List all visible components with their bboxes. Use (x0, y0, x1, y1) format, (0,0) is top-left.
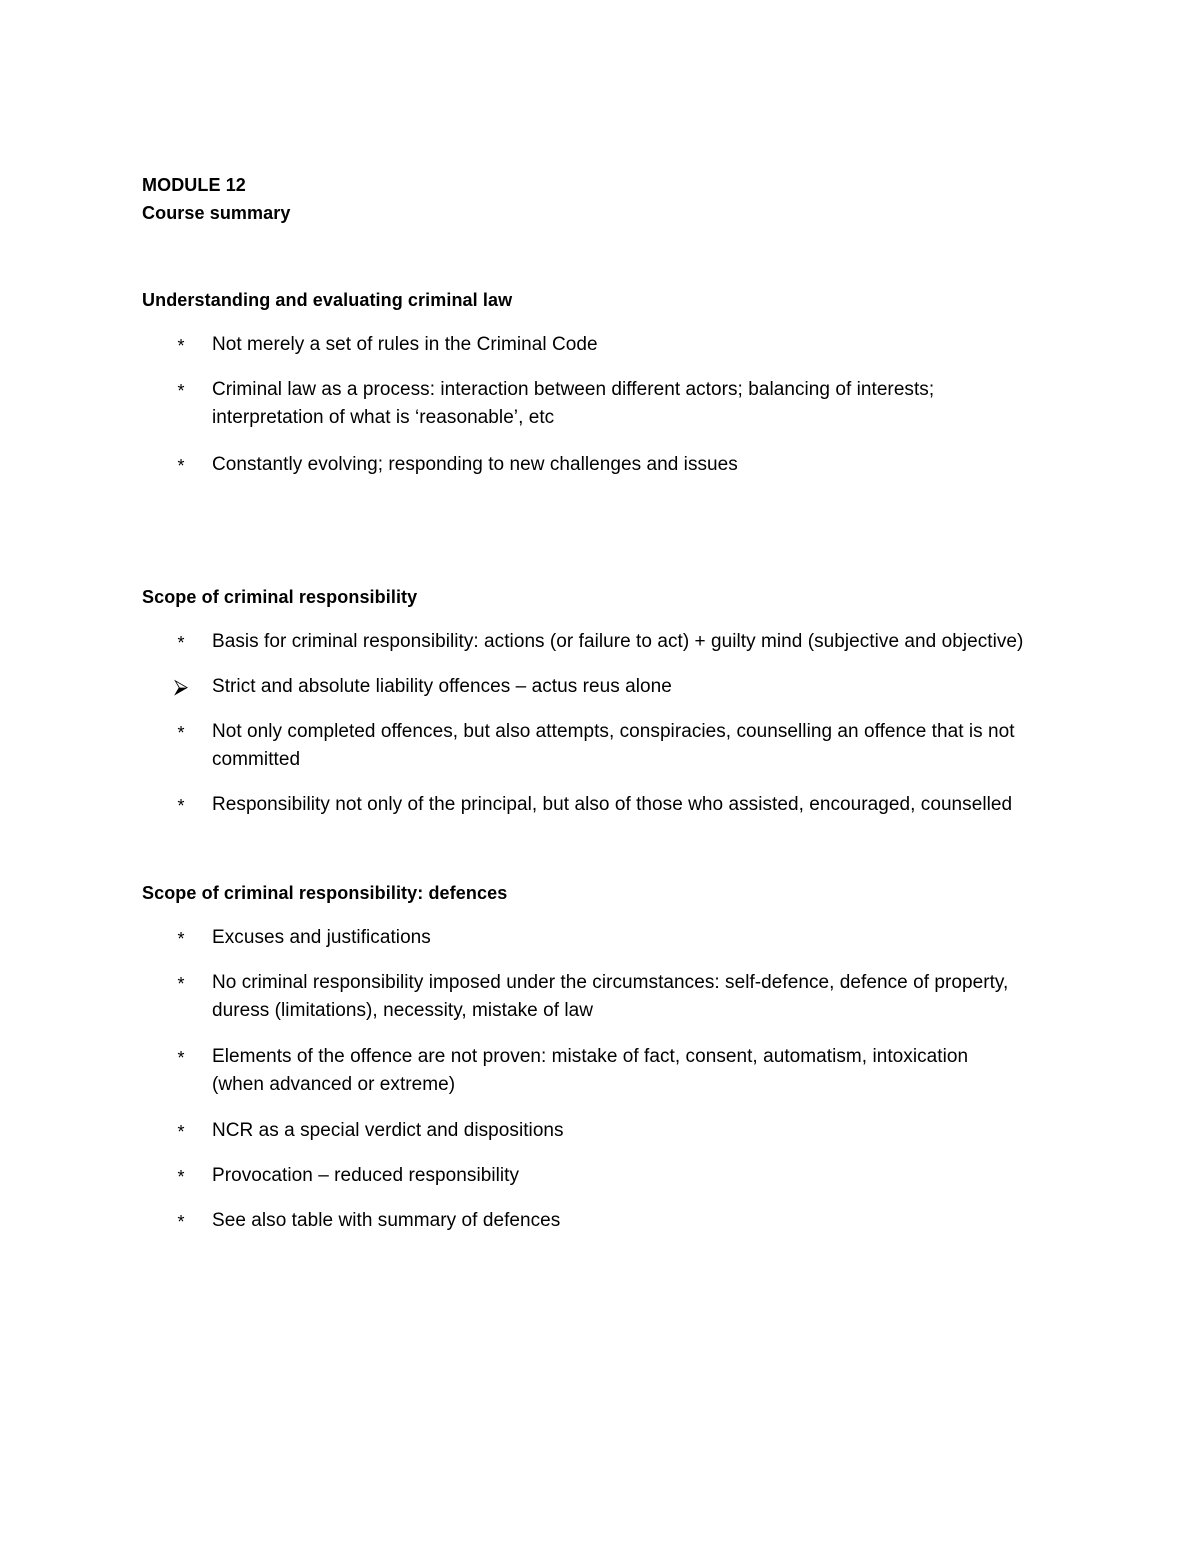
list-item-line: Constantly evolving; responding to new challenges and issues (212, 454, 738, 475)
list-item-line: Criminal law as a process: interaction between different actors; balancing of interests; (212, 379, 935, 400)
list-item-line: (when advanced or extreme) (212, 1074, 456, 1095)
list-item-line: NCR as a special verdict and dispositions (212, 1120, 564, 1141)
bullet-icon: * (177, 633, 185, 653)
list-item (212, 794, 1012, 822)
list-item (212, 927, 431, 955)
bullet-icon: * (177, 336, 185, 356)
section-heading: Understanding and evaluating criminal law (142, 290, 513, 310)
bullet-icon: * (177, 456, 185, 476)
list-item-line: Provocation – reduced responsibility (212, 1165, 520, 1186)
section-heading: Scope of criminal responsibility (142, 587, 418, 607)
bullet-icon: * (177, 1048, 185, 1068)
arrowhead-bullet-icon: ⮚ (173, 676, 189, 698)
bullet-icon: * (177, 1167, 185, 1187)
list-item (212, 1046, 968, 1102)
list-item-line: Not only completed offences, but also attempts, conspiracies, counselling an offence that is not (212, 721, 1015, 742)
list-item-line: Excuses and justifications (212, 927, 431, 948)
list-item-line: interpretation of what is ‘reasonable’, etc (212, 407, 555, 428)
list-item (212, 379, 934, 435)
list-item-line: Elements of the offence are not proven: mistake of fact, consent, automatism, intoxication (212, 1046, 969, 1067)
section-heading: Scope of criminal responsibility: defences (142, 883, 508, 903)
list-item-line: Not merely a set of rules in the Criminal Code (212, 334, 598, 355)
bullet-icon: * (177, 723, 185, 743)
bullet-icon: * (177, 1122, 185, 1142)
bullet-icon: * (177, 796, 185, 816)
list-item-line: No criminal responsibility imposed under the circumstances: self-defence, defence of property, (212, 972, 1009, 993)
list-item (212, 454, 738, 482)
list-item-line: duress (limitations), necessity, mistake of law (212, 1000, 594, 1021)
bullet-icon: * (177, 929, 185, 949)
list-item-line: See also table with summary of defences (212, 1210, 561, 1231)
list-item-line: Basis for criminal responsibility: actions (or failure to act) + guilty mind (subjective and objective) (212, 631, 1024, 652)
course-summary-subtitle: Course summary (142, 203, 291, 223)
list-item (212, 676, 672, 704)
list-item-line: committed (212, 749, 301, 770)
list-item (212, 1210, 560, 1238)
list-item-line: Strict and absolute liability offences – actus reus alone (212, 676, 672, 697)
bullet-icon: * (177, 1212, 185, 1232)
module-title: MODULE 12 (142, 175, 246, 195)
list-item (212, 1120, 564, 1148)
list-item-line: Responsibility not only of the principal, but also of those who assisted, encouraged, counselled (212, 794, 1013, 815)
list-item (212, 972, 1008, 1028)
bullet-icon: * (177, 974, 185, 994)
list-item (212, 1165, 519, 1193)
list-item (212, 334, 598, 362)
list-item (212, 721, 1015, 777)
list-item (212, 631, 1023, 659)
bullet-icon: * (177, 381, 185, 401)
